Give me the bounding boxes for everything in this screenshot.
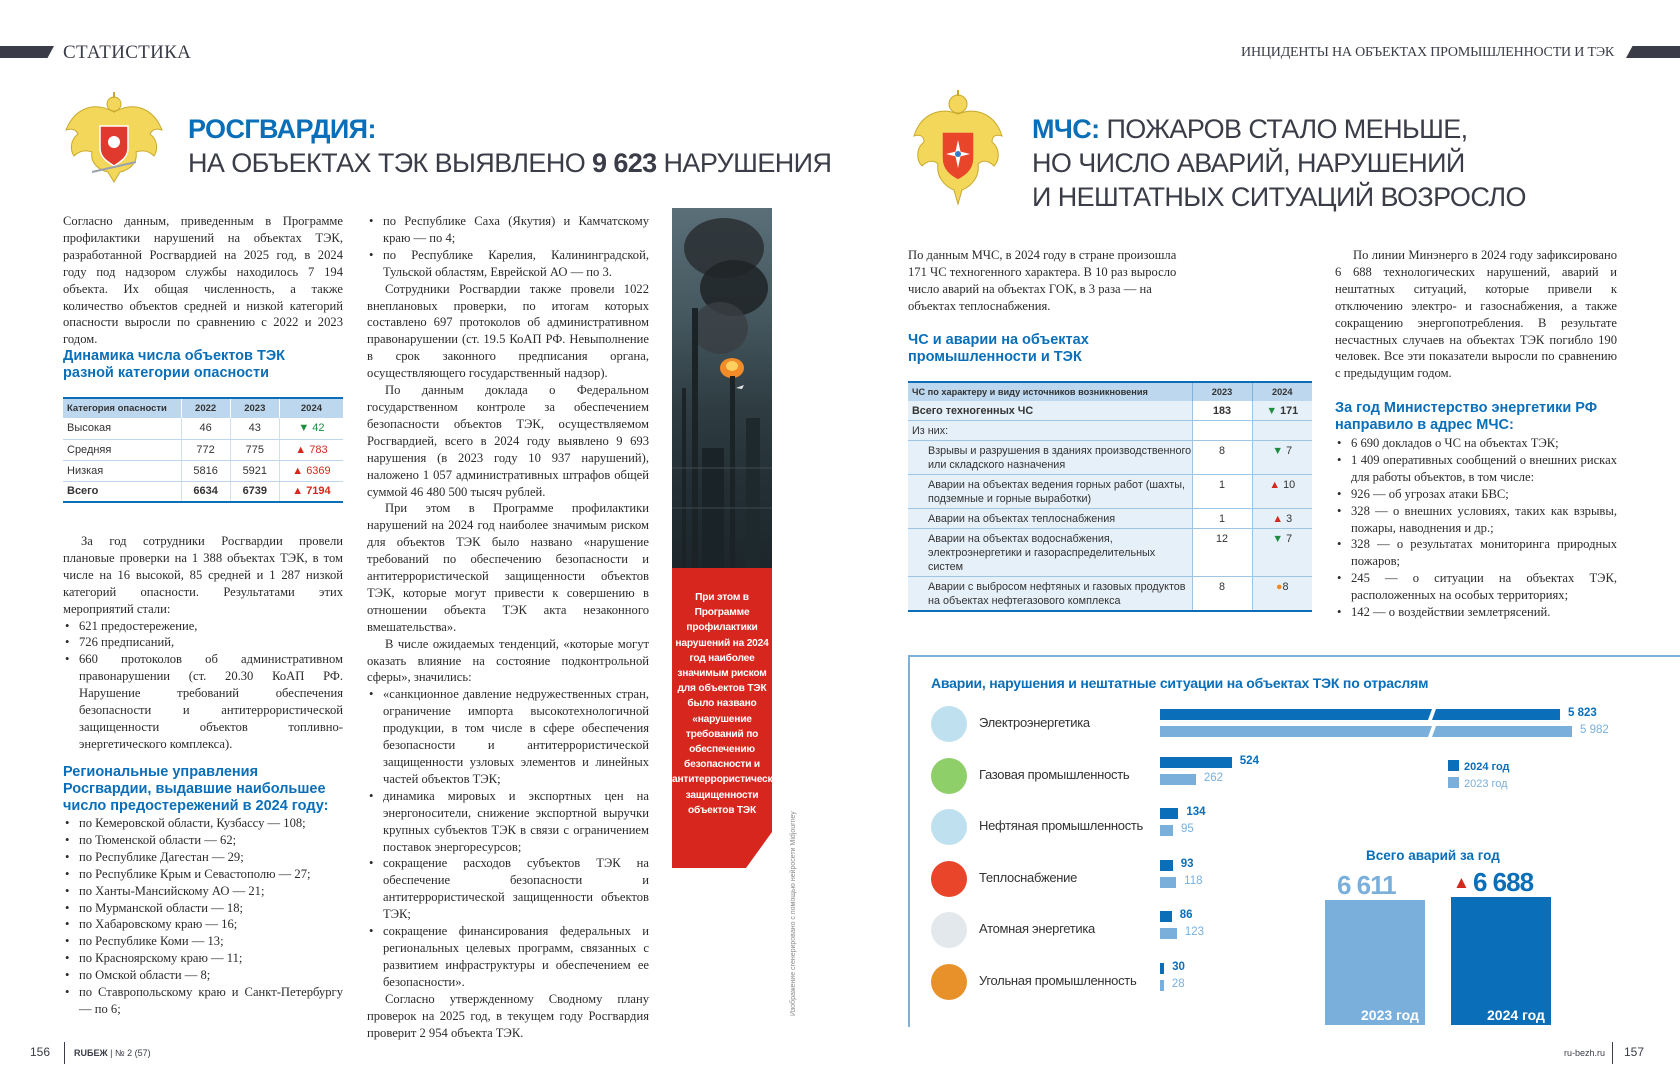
cell-2023: 43 xyxy=(230,418,279,439)
chart-title: Аварии, нарушения и нештатные ситуации на объектах ТЭК по отраслям xyxy=(931,675,1429,691)
heating-pipe-icon xyxy=(931,861,967,897)
magazine-issue: RUБЕЖ | № 2 (57) xyxy=(74,1048,151,1058)
minenergo-title: За год Министерство энергетики РФ направило в адрес МЧС: xyxy=(1335,400,1598,433)
power-tower-icon xyxy=(931,706,967,742)
value-2024: 7194 xyxy=(306,485,331,498)
trend-up-icon: ▲ xyxy=(292,464,304,477)
bar-2023 xyxy=(1160,825,1173,836)
cell-2024 xyxy=(279,460,343,481)
bar-value-label: 93 xyxy=(1180,857,1194,870)
title-org-rosgvardia: РОСГВАРДИЯ: xyxy=(188,114,376,144)
cell-2024 xyxy=(1252,529,1312,577)
gas-industry-icon xyxy=(931,758,967,794)
list-item: • 245 — о ситуации на объектах ТЭК, расположенных на особых территориях; xyxy=(1335,570,1617,604)
bar-value-label: 30 xyxy=(1172,961,1185,973)
col-header: 2023 xyxy=(1192,382,1252,401)
emergencies-table xyxy=(908,381,1312,612)
title-post: НАРУШЕНИЯ xyxy=(656,148,832,178)
bar-value-label: 134 xyxy=(1186,806,1206,819)
minenergo-list xyxy=(1335,435,1617,621)
title-pre: НА ОБЪЕКТАХ ТЭК ВЫЯВЛЕНО xyxy=(188,148,593,178)
legend-2023 xyxy=(1448,777,1508,790)
cell-2024 xyxy=(279,418,343,439)
trend-down-icon: ▼ xyxy=(1272,445,1284,457)
trend-down-icon: ▼ xyxy=(1272,533,1284,545)
legend-swatch-2023 xyxy=(1448,777,1459,788)
category-label: Атомная энергетика xyxy=(979,921,1095,937)
rosgvardia-emblem-icon xyxy=(62,90,166,186)
cell-2022: 5816 xyxy=(181,460,230,481)
paragraph: Согласно утвержденному Сводному плану проверок на 2025 год, в текущем году Росгвардия проверит 2 954 объекта ТЭК. xyxy=(367,991,649,1040)
bar-2024 xyxy=(1160,808,1178,819)
list-item: • 328 — о результатах мониторинга природных пожаров; xyxy=(1335,536,1617,570)
hazard-category-table xyxy=(63,397,343,503)
list-item: • по Ханты-Мансийскому АО — 21; xyxy=(63,883,343,900)
right-article-title xyxy=(1032,112,1526,214)
row-label: Аварии на объектах теплоснабжения xyxy=(908,509,1192,529)
value-2024: 7 xyxy=(1286,533,1293,545)
cell-2024 xyxy=(279,481,343,502)
bar-2023 xyxy=(1160,980,1164,991)
cell-2024 xyxy=(279,439,343,460)
bar-2024 xyxy=(1160,963,1164,974)
regions-title: Региональные управления Росгвардии, выдавшие наибольшее число предостережений в 2024 году: xyxy=(63,764,329,814)
list-item: • по Республике Коми — 13; xyxy=(63,933,343,950)
table-title-categories: Динамика числа объектов ТЭК разной категории опасности xyxy=(63,348,286,381)
paragraph: По данным доклада о Федеральном государственном контроле за обеспечением безопасности объектов ТЭК, осуществляемом Росгвардией, всего в 2024 году выявлено 9 693 нарушения (в 2023 году 10 937 нарушений), наложено 1 057 административных штрафов общей суммой 46 480 500 тысяч рублей. xyxy=(367,383,649,499)
cell-2024 xyxy=(1252,401,1312,421)
right-col-1-intro xyxy=(908,247,1190,315)
col-header: 2024 xyxy=(279,398,343,418)
paragraph: Сотрудники Росгвардии также провели 1022 внеплановых проверки, по итогам которых составлено 697 протоколов об административном правонарушении (ст. 19.5 КоАП РФ. Невыполнение в срок законного предписания органа, осуществляющего государственный надзор). xyxy=(367,281,649,381)
page-number-right: 157 xyxy=(1624,1045,1645,1059)
cell-2022: 6634 xyxy=(181,481,230,502)
row-label: Аварии на объектах водоснабжения, электроэнергетики и газораспределительных систем xyxy=(908,529,1192,577)
table-row xyxy=(908,577,1312,612)
cell-2023: 1 xyxy=(1192,509,1252,529)
header-bar-right xyxy=(1626,46,1680,58)
table-row xyxy=(908,441,1312,475)
trend-up-icon: ▲ xyxy=(1272,513,1284,525)
table-row xyxy=(63,460,343,481)
table-title-emergencies: ЧС и аварии на объектах промышленности и ТЭК xyxy=(908,332,1089,365)
magazine-name: RUБЕЖ xyxy=(74,1048,108,1058)
list-item: • по Тюменской области — 62; xyxy=(63,832,343,849)
bar-2023 xyxy=(1160,726,1572,737)
bar-value-label: 118 xyxy=(1184,874,1203,887)
table-total-row xyxy=(908,401,1312,421)
results-list xyxy=(63,618,343,753)
col-header: ЧС по характеру и виду источников возникновения xyxy=(908,382,1192,401)
bar-2024 xyxy=(1160,757,1232,768)
left-col-2 xyxy=(367,213,649,1041)
table-header-row xyxy=(63,398,343,418)
cell-2022: 46 xyxy=(181,418,230,439)
table-subheader-row xyxy=(908,421,1312,441)
bar-value-label: 524 xyxy=(1239,754,1259,767)
legend-2024 xyxy=(1448,760,1510,773)
cell-2023: 5921 xyxy=(230,460,279,481)
table-row xyxy=(908,475,1312,509)
category-label: Нефтяная промышленность xyxy=(979,818,1144,834)
list-item: • по Хабаровскому краю — 16; xyxy=(63,916,343,933)
trend-up-icon: ▲ xyxy=(295,443,307,456)
table-row xyxy=(908,529,1312,577)
row-label: Высокая xyxy=(63,418,181,439)
regions-list-continued xyxy=(367,213,649,281)
cell-2023: 775 xyxy=(230,439,279,460)
row-label: Аварии на объектах ведения горных работ (шахты, подземные и горные выработки) xyxy=(908,475,1192,509)
value-2024: 783 xyxy=(309,443,328,456)
bar-value-label: 262 xyxy=(1203,771,1224,784)
cell-2023: 8 xyxy=(1192,577,1252,612)
title-number: 9 623 xyxy=(592,148,657,178)
cell-2023 xyxy=(1192,421,1252,441)
section-title-left: СТАТИСТИКА xyxy=(63,42,192,63)
title-line-1 xyxy=(1032,112,1526,146)
website: ru-bezh.ru xyxy=(1564,1048,1606,1058)
list-item: • 621 предостережение, xyxy=(63,618,343,635)
regions-block xyxy=(63,815,343,1018)
category-label: Теплоснабжение xyxy=(979,869,1078,885)
paragraph: В числе ожидаемых тенденций, «которые могут оказать влияние на состояние подконтрольной сферы», значились: xyxy=(367,636,649,685)
legend-swatch-2024 xyxy=(1448,760,1459,771)
no-change-dot-icon: ● xyxy=(1275,581,1283,593)
total-bar-2024 xyxy=(1451,897,1551,1025)
bar-value-label: 28 xyxy=(1171,978,1185,990)
totals-title: Всего аварий за год xyxy=(1366,848,1500,863)
value-2024: 42 xyxy=(312,422,325,435)
bar-value-label: 95 xyxy=(1181,823,1194,836)
title-line-2: НО ЧИСЛО АВАРИЙ, НАРУШЕНИЙ xyxy=(1032,148,1465,178)
image-caption: Изображение сгенерировано с помощью нейросети Midjourney xyxy=(790,811,797,1016)
mchs-emblem-icon xyxy=(910,86,1006,208)
total-value-label: 6 688 xyxy=(1473,867,1534,897)
bar-2023 xyxy=(1160,774,1196,785)
left-col-1-intro xyxy=(63,213,343,348)
footer-divider-left xyxy=(64,1042,65,1064)
list-item: • сокращение финансирования федеральных и региональных целевых программ, связанных с развитием инфраструктуры и обеспечением ее безопасности». xyxy=(367,923,649,991)
list-item: • по Мурманской области — 18; xyxy=(63,900,343,917)
paragraph: При этом в Программе профилактики нарушений на 2024 год наиболее значимым риском для объектов ТЭК было названо «нарушение требований по обеспечению безопасности и антитеррористической защищенности объектов ТЭК, которые могут привести к совершению в отношении объекта ТЭК акта незаконного вмешательства». xyxy=(367,501,649,634)
title-line-3: И НЕШТАТНЫХ СИТУАЦИЙ ВОЗРОСЛО xyxy=(1032,182,1526,212)
total-year-label: 2023 год xyxy=(1361,1007,1419,1023)
cell-2024 xyxy=(1252,441,1312,475)
list-item: • по Республике Саха (Якутия) и Камчатскому краю — по 4; xyxy=(367,213,649,247)
list-item: • 926 — об угрозах атаки БВС; xyxy=(1335,486,1617,503)
table-total-row xyxy=(63,481,343,502)
list-item: • по Ставропольскому краю и Санкт-Петербургу — по 6; xyxy=(63,984,343,1018)
bar-value-label: 86 xyxy=(1179,909,1193,922)
value-2024: 6369 xyxy=(306,464,331,477)
paragraph: По линии Минэнерго в 2024 году зафиксировано 6 688 технологических нарушений, аварий и нештатных ситуаций, которые привели к отключению электро- и газоснабжения, а также сокращению энергопотребления. В результате несчастных случаев на объектах ТЭК погибло 190 человек. Все эти показатели выросли по сравнению с предыдущим годом. xyxy=(1335,248,1617,381)
total-value-label: 6 611 xyxy=(1337,870,1396,901)
oil-rig-icon xyxy=(931,809,967,845)
title-org-mchs: МЧС: xyxy=(1032,114,1100,144)
trend-up-icon: ▲ xyxy=(1269,479,1281,491)
right-col-2 xyxy=(1335,247,1617,382)
cell-2024 xyxy=(1252,475,1312,509)
intro-paragraph: Согласно данным, приведенным в Программе профилактики нарушений на объектах ТЭК, разработанной Росгвардией на 2025 год, в 2024 году под надзором службы находилось 7 194 объекта. Их общая численность, а также количество объектов средней и низкой категорий опасности выросли по сравнению с 2022 и 2023 годом. xyxy=(63,214,343,347)
bar-2024 xyxy=(1160,860,1173,871)
row-label: Аварии с выбросом нефтяных и газовых продуктов на объектах нефтегазового комплекса xyxy=(908,577,1192,612)
row-label: Из них: xyxy=(908,421,1192,441)
list-item: • по Республике Крым и Севастополю — 27; xyxy=(63,866,343,883)
col-header: 2022 xyxy=(181,398,230,418)
value-2024: 171 xyxy=(1280,405,1299,417)
trends-list xyxy=(367,686,649,990)
table-row xyxy=(908,509,1312,529)
list-item: • динамика мировых и экспортных цен на энергоносители, снижение экспортной выручки крупных субъектов ТЭК в связи с ограничением поставок энергоресурсов; xyxy=(367,788,649,856)
bar-value-label: 123 xyxy=(1184,926,1205,939)
cell-2023: 8 xyxy=(1192,441,1252,475)
row-label: Всего xyxy=(63,481,181,502)
regions-list xyxy=(63,815,343,1018)
cell-2024 xyxy=(1252,509,1312,529)
bar-2024 xyxy=(1160,911,1172,922)
cell-2023: 183 xyxy=(1192,401,1252,421)
table-row xyxy=(63,439,343,460)
cell-2023: 12 xyxy=(1192,529,1252,577)
refinery-photo xyxy=(672,208,772,568)
list-item: • по Омской области — 8; xyxy=(63,967,343,984)
trend-up-icon: ▲ xyxy=(292,485,304,498)
title-subline xyxy=(188,146,831,180)
value-2024: 10 xyxy=(1283,479,1296,491)
issue-number: № 2 (57) xyxy=(114,1048,151,1058)
legend-label: 2023 год xyxy=(1464,778,1508,790)
list-item: • сокращение расходов субъектов ТЭК на обеспечение безопасности и антитеррористической защищенности объектов ТЭК; xyxy=(367,855,649,923)
col-header: 2024 xyxy=(1252,382,1312,401)
value-2024: 8 xyxy=(1282,581,1289,593)
section-title-right: ИНЦИДЕНТЫ НА ОБЪЕКТАХ ПРОМЫШЛЕННОСТИ И ТЭК xyxy=(1241,45,1614,60)
bar-2024 xyxy=(1160,709,1560,720)
header-bar-left xyxy=(0,46,54,58)
trend-down-icon: ▼ xyxy=(1266,405,1278,417)
list-item: • 6 690 докладов о ЧС на объектах ТЭК; xyxy=(1335,435,1617,452)
list-item: • 726 предписаний, xyxy=(63,634,343,651)
intro-paragraph: По данным МЧС, в 2024 году в стране произошла 171 ЧС техногенного характера. В 10 раз выросло число аварий на объектах ГОК, в 3 раза — на объектах теплоснабжения. xyxy=(908,248,1177,313)
list-item: • по Кемеровской области, Кузбассу — 108; xyxy=(63,815,343,832)
category-label: Электроэнергетика xyxy=(979,715,1090,730)
col-header: 2023 xyxy=(230,398,279,418)
trend-down-icon: ▼ xyxy=(298,422,310,435)
refinery-illustration-icon xyxy=(672,208,772,568)
inspections-paragraph: За год сотрудники Росгвардии провели плановые проверки на 1 388 объектах ТЭК, в том числе на 16 высокой, 85 средней и 1 287 низкой категорий опасности. Результатами этих мероприятий стали: xyxy=(63,534,343,616)
footer-divider-right xyxy=(1612,1042,1613,1064)
list-item: • 660 протоколов об административном правонарушении (ст. 20.30 КоАП РФ. Нарушение требований обеспечения безопасности и антитеррористической защищенности объектов топливно-энергетического комплекса). xyxy=(63,651,343,752)
trend-up-icon: ▲ xyxy=(1453,873,1469,892)
left-col-1-body xyxy=(63,533,343,753)
minenergo-block xyxy=(1335,435,1617,621)
left-article-title xyxy=(188,112,831,180)
bar-2023 xyxy=(1160,928,1177,939)
list-item: • по Красноярскому краю — 11; xyxy=(63,950,343,967)
table-header-row xyxy=(908,382,1312,401)
list-item: • 142 — о воздействии землетрясений. xyxy=(1335,604,1617,621)
bar-value-label: 5 823 xyxy=(1568,707,1597,719)
row-label: Низкая xyxy=(63,460,181,481)
bar-value-label: 5 982 xyxy=(1580,724,1609,736)
category-label: Газовая промышленность xyxy=(979,766,1130,782)
col-header: Категория опасности xyxy=(63,398,181,418)
callout-text: При этом в Программе профилактики нарушений на 2024 год наиболее значимым риском для объектов ТЭК было названо «нарушение требований по обеспечению безопасности и антитеррористической защищенности объектов ТЭК xyxy=(672,592,785,816)
legend-label: 2024 год xyxy=(1464,761,1510,773)
cell-2023: 6739 xyxy=(230,481,279,502)
value-2024: 7 xyxy=(1286,445,1293,457)
cell-2024 xyxy=(1252,421,1312,441)
row-label: Взрывы и разрушения в зданиях производственного или складского назначения xyxy=(908,441,1192,475)
page-number-left: 156 xyxy=(30,1045,51,1059)
bar-2023 xyxy=(1160,877,1176,888)
list-item: • по Республике Карелия, Калининградской, Тульской областям, Еврейской АО — по 3. xyxy=(367,247,649,281)
list-item: • «санкционное давление недружественных стран, ограничение импорта высокотехнологичной продукции, в том числе в сфере обеспечения безопасности и антитеррористической защищенности узловых элементов и линейных частей объектов ТЭК; xyxy=(367,686,649,787)
list-item: • 328 — о внешних условиях, таких как взрывы, пожары, наводнения и др.; xyxy=(1335,503,1617,537)
category-label: Угольная промышленность xyxy=(979,973,1137,988)
coal-cart-icon xyxy=(931,964,967,1000)
row-label: Всего техногенных ЧС xyxy=(908,401,1192,421)
total-year-label: 2024 год xyxy=(1487,1007,1545,1023)
title-text: ПОЖАРОВ СТАЛО МЕНЬШЕ, xyxy=(1106,114,1468,144)
cell-2023: 1 xyxy=(1192,475,1252,509)
cell-2022: 772 xyxy=(181,439,230,460)
table-row xyxy=(63,418,343,439)
row-label: Средняя xyxy=(63,439,181,460)
cell-2024 xyxy=(1252,577,1312,612)
list-item: • по Республике Дагестан — 29; xyxy=(63,849,343,866)
list-item: • 1 409 оперативных сообщений о внешних рисках для работы объектов, в том числе: xyxy=(1335,452,1617,486)
value-2024: 3 xyxy=(1286,513,1293,525)
